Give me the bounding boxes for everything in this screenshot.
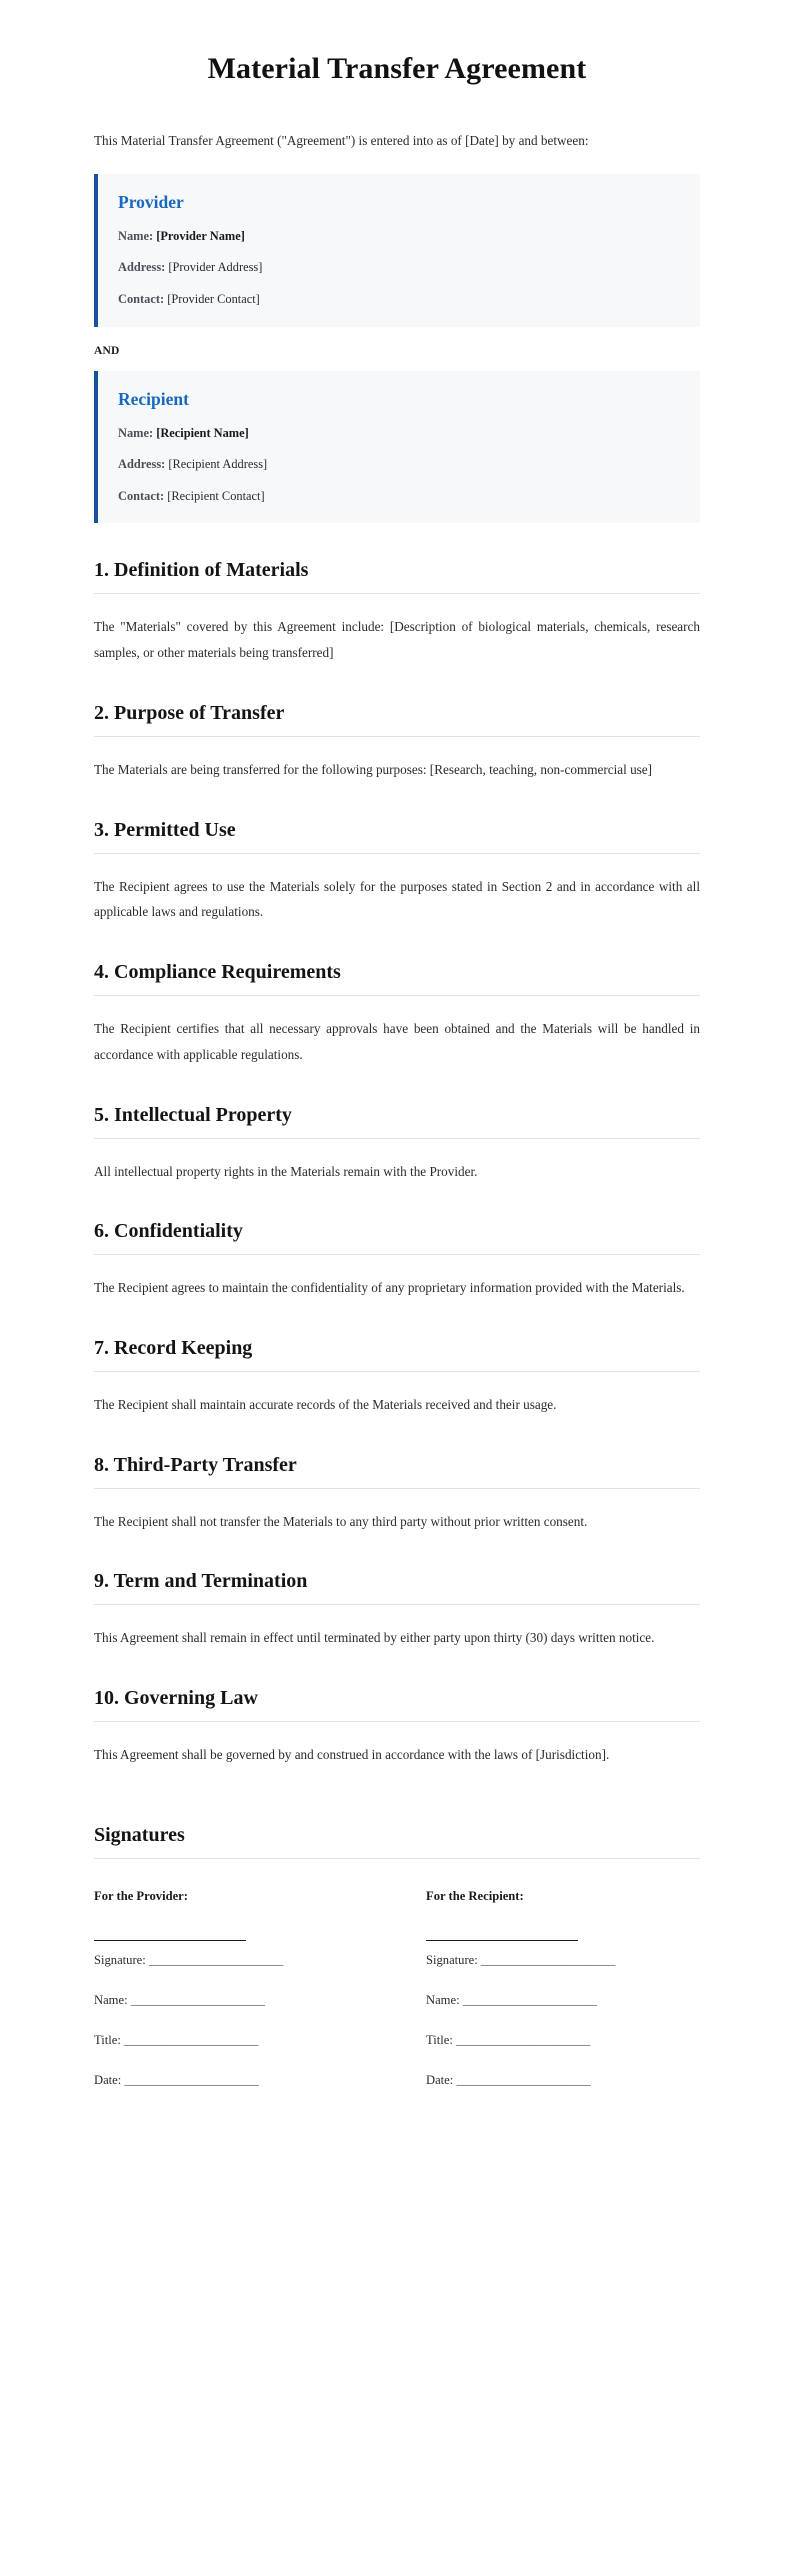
recipient-signature-field[interactable] (426, 1951, 700, 1970)
section-2 (94, 700, 700, 783)
section-9-body: This Agreement shall remain in effect until terminated by either party upon thirty (30) days written notice. (94, 1630, 655, 1646)
section-7-heading: 7. Record Keeping (94, 1335, 700, 1372)
section-5 (94, 1102, 700, 1185)
recipient-title-field[interactable] (426, 2031, 700, 2050)
recipient-name-label: Name: (118, 425, 154, 440)
section-8-body: The Recipient shall not transfer the Materials to any third party without prior written consent. (94, 1513, 588, 1529)
provider-date-field-label: Date: (94, 2072, 122, 2087)
provider-title-field-label: Title: (94, 2032, 121, 2047)
section-10-body: This Agreement shall be governed by and construed in accordance with the laws of [Jurisdiction]. (94, 1747, 610, 1763)
provider-signature-label: For the Provider: (94, 1888, 188, 1903)
section-9 (94, 1568, 700, 1651)
section-10 (94, 1685, 700, 1768)
provider-date-field[interactable] (94, 2071, 368, 2090)
recipient-signature-field-label: Signature: (426, 1952, 478, 1967)
signatures-heading: Signatures (94, 1822, 700, 1859)
provider-name-row (118, 227, 680, 246)
recipient-address-label: Address: (118, 457, 166, 472)
provider-name-field-label: Name: (94, 1992, 128, 2007)
page-title: Material Transfer Agreement (207, 52, 587, 85)
recipient-contact-row (118, 487, 680, 506)
section-3-heading: 3. Permitted Use (94, 817, 700, 854)
section-2-heading: 2. Purpose of Transfer (94, 700, 700, 737)
recipient-block (94, 371, 700, 524)
section-5-heading: 5. Intellectual Property (94, 1102, 700, 1139)
recipient-name-row (118, 424, 680, 443)
provider-contact-row (118, 290, 680, 309)
section-6-body: The Recipient agrees to maintain the confidentiality of any proprietary information provided with the Materials. (94, 1280, 685, 1296)
recipient-name-field[interactable] (426, 1991, 700, 2010)
provider-name-label: Name: (118, 228, 154, 243)
intro-paragraph: This Material Transfer Agreement ("Agreement") is entered into as of [Date] by and between: (94, 133, 589, 148)
provider-date-field-blank: ______________________ (124, 2072, 259, 2087)
provider-contact-value: [Provider Contact] (167, 291, 260, 306)
recipient-date-field-label: Date: (426, 2072, 454, 2087)
recipient-title: Recipient (118, 388, 189, 409)
provider-signature-rule (94, 1940, 246, 1941)
section-3-body: The Recipient agrees to use the Materials solely for the purposes stated in Section 2 and in accordance with all applicable laws and regulations. (94, 878, 700, 920)
provider-name-field-blank: ______________________ (130, 1992, 265, 2007)
provider-name-value: [Provider Name] (156, 228, 245, 243)
section-6 (94, 1218, 700, 1301)
provider-title: Provider (118, 191, 184, 212)
provider-block (94, 174, 700, 327)
recipient-signature-label: For the Recipient: (426, 1888, 524, 1903)
section-9-heading: 9. Term and Termination (94, 1568, 700, 1605)
section-3 (94, 817, 700, 925)
provider-title-field-blank: ______________________ (124, 2032, 259, 2047)
section-4-heading: 4. Compliance Requirements (94, 959, 700, 996)
signature-grid (94, 1889, 700, 2090)
section-4-body: The Recipient certifies that all necessary approvals have been obtained and the Materials will be handled in accordance with applicable regulations. (94, 1021, 700, 1062)
provider-signature-field[interactable] (94, 1951, 368, 1970)
provider-title-field[interactable] (94, 2031, 368, 2050)
section-7 (94, 1335, 700, 1418)
and-separator: AND (94, 344, 120, 357)
section-5-body: All intellectual property rights in the Materials remain with the Provider. (94, 1163, 478, 1179)
section-8-heading: 8. Third-Party Transfer (94, 1452, 700, 1489)
recipient-signature-column (426, 1889, 700, 2090)
provider-signature-field-label: Signature: (94, 1952, 146, 1967)
section-4 (94, 959, 700, 1067)
provider-address-label: Address: (118, 260, 166, 275)
provider-signature-field-blank: ______________________ (148, 1952, 284, 1967)
recipient-address-row (118, 455, 680, 474)
recipient-date-field-blank: ______________________ (456, 2072, 591, 2087)
section-8 (94, 1452, 700, 1535)
section-2-body: The Materials are being transferred for the following purposes: [Research, teaching, non-commercial use] (94, 761, 653, 777)
provider-address-value: [Provider Address] (168, 260, 263, 275)
recipient-address-value: [Recipient Address] (168, 457, 268, 472)
recipient-signature-field-blank: ______________________ (480, 1952, 616, 1967)
provider-signature-column (94, 1889, 368, 2090)
recipient-name-field-label: Name: (426, 1992, 460, 2007)
recipient-signature-rule (426, 1940, 578, 1941)
recipient-title-field-blank: ______________________ (456, 2032, 591, 2047)
recipient-name-value: [Recipient Name] (156, 425, 249, 440)
section-10-heading: 10. Governing Law (94, 1685, 700, 1722)
section-6-heading: 6. Confidentiality (94, 1218, 700, 1255)
recipient-date-field[interactable] (426, 2071, 700, 2090)
page-bottom-spacer (94, 2090, 700, 2170)
section-1 (94, 557, 700, 665)
section-7-body: The Recipient shall maintain accurate records of the Materials received and their usage. (94, 1397, 557, 1412)
recipient-name-field-blank: ______________________ (462, 1992, 597, 2007)
provider-contact-label: Contact: (118, 291, 165, 306)
recipient-title-field-label: Title: (426, 2032, 453, 2047)
recipient-contact-label: Contact: (118, 488, 165, 503)
recipient-contact-value: [Recipient Contact] (167, 488, 265, 503)
provider-address-row (118, 258, 680, 277)
section-1-heading: 1. Definition of Materials (94, 557, 700, 594)
provider-name-field[interactable] (94, 1991, 368, 2010)
section-1-body: The "Materials" covered by this Agreement include: [Description of biological materials, chemicals, research samples, or other materials being transferred] (94, 619, 700, 661)
